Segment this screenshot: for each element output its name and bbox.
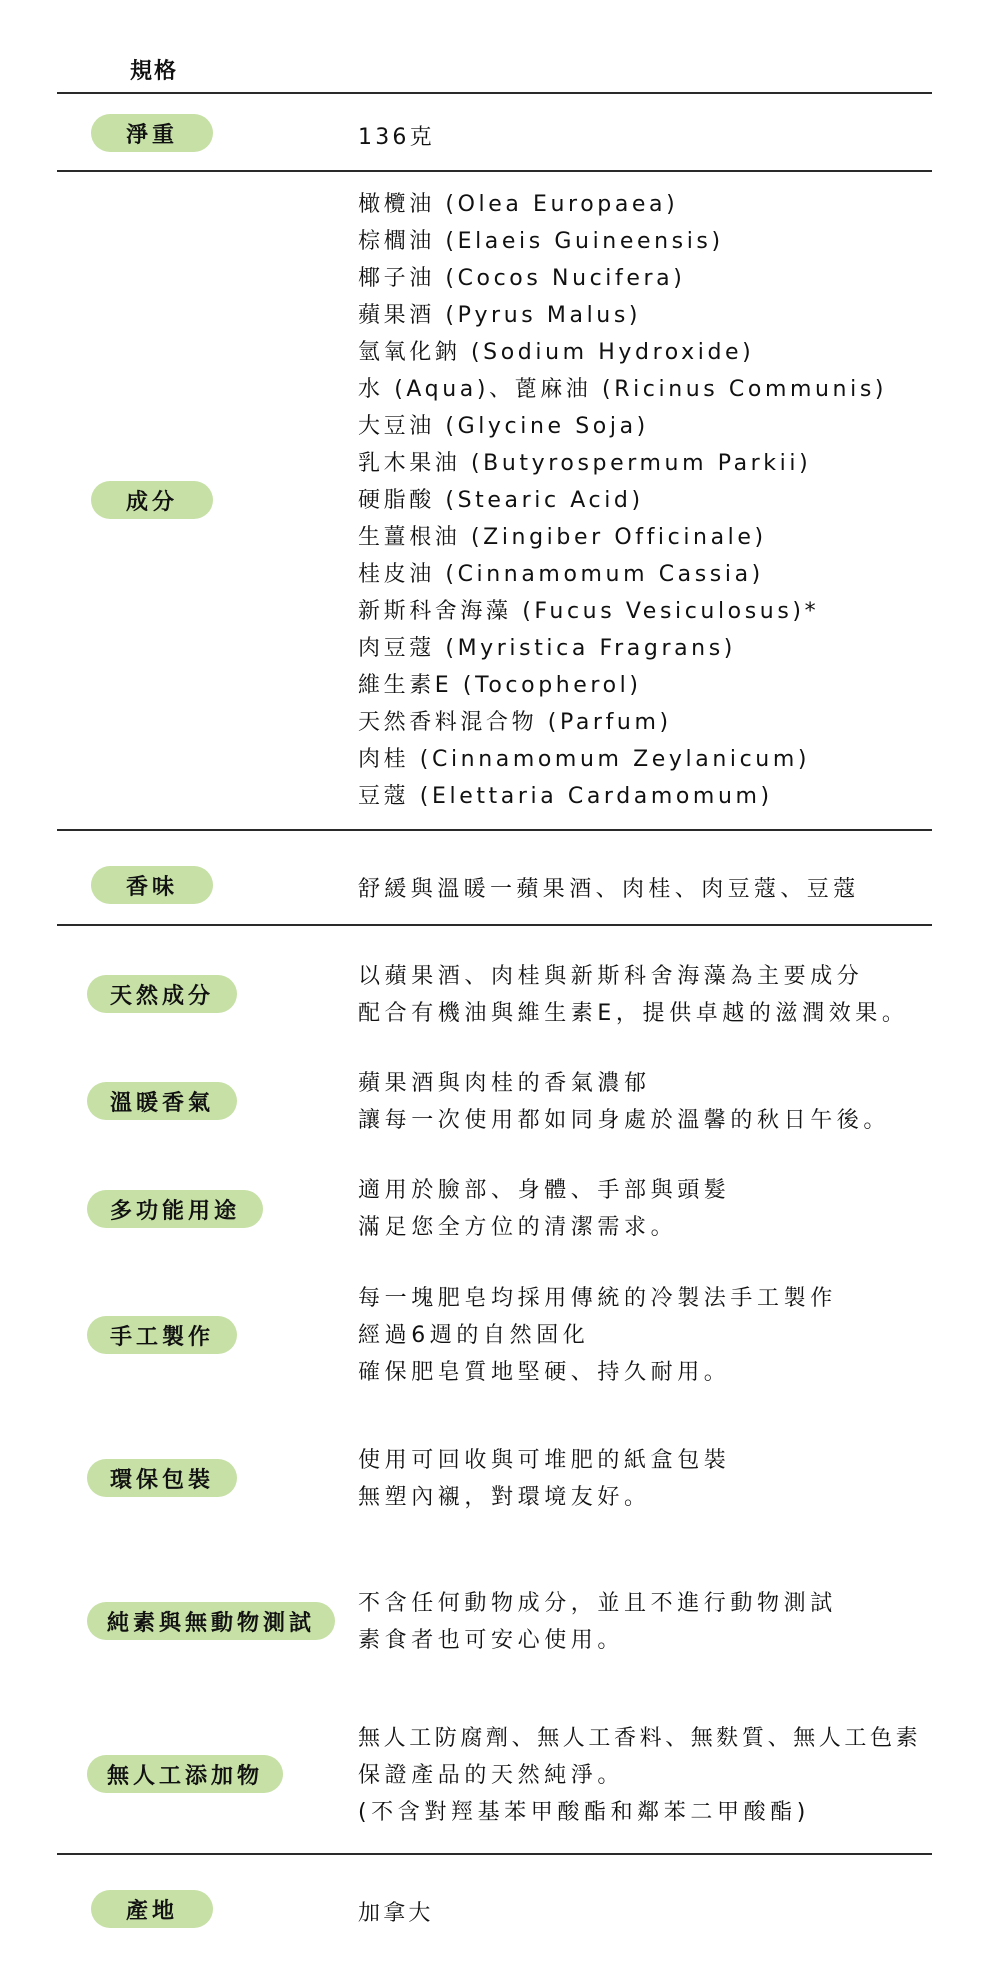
feature-line: 以蘋果酒、肉桂與新斯科舍海藻為主要成分 bbox=[358, 964, 864, 989]
feature-line: 蘋果酒與肉桂的香氣濃郁 bbox=[358, 1071, 651, 1096]
ingredient-item: 椰子油 (Cocos Nucifera) bbox=[358, 266, 686, 291]
feature-handmade-label: 手工製作 bbox=[87, 1316, 237, 1354]
divider bbox=[57, 924, 932, 926]
ingredient-item: 蘋果酒 (Pyrus Malus) bbox=[358, 303, 642, 328]
ingredient-item: 水 (Aqua)、蓖麻油 (Ricinus Communis) bbox=[358, 377, 888, 402]
feature-handmade-text bbox=[358, 1280, 837, 1391]
feature-eco-packaging-label: 環保包裝 bbox=[87, 1459, 237, 1497]
ingredient-item: 豆蔻 (Elettaria Cardamomum) bbox=[358, 784, 773, 809]
feature-warm-scent-label: 溫暖香氣 bbox=[87, 1082, 237, 1120]
spec-title: 規格 bbox=[130, 59, 179, 84]
ingredient-item: 肉桂 (Cinnamomum Zeylanicum) bbox=[358, 747, 811, 772]
feature-line: 不含任何動物成分，並且不進行動物測試 bbox=[358, 1591, 837, 1616]
ingredient-item: 橄欖油 (Olea Europaea) bbox=[358, 192, 679, 217]
feature-line: 每一塊肥皂均採用傳統的冷製法手工製作 bbox=[358, 1286, 837, 1311]
ingredient-item: 棕櫚油 (Elaeis Guineensis) bbox=[358, 229, 724, 254]
ingredient-item: 桂皮油 (Cinnamomum Cassia) bbox=[358, 562, 764, 587]
divider bbox=[57, 829, 932, 831]
scent-label: 香味 bbox=[91, 866, 213, 904]
ingredient-item: 硬脂酸 (Stearic Acid) bbox=[358, 488, 644, 513]
ingredient-item: 乳木果油 (Butyrospermum Parkii) bbox=[358, 451, 812, 476]
feature-multipurpose-label: 多功能用途 bbox=[87, 1190, 263, 1228]
feature-vegan-text bbox=[358, 1585, 837, 1659]
divider bbox=[57, 1853, 932, 1855]
ingredients-label: 成分 bbox=[91, 481, 213, 519]
feature-multipurpose-text bbox=[358, 1172, 730, 1246]
feature-line: (不含對羥基苯甲酸酯和鄰苯二甲酸酯) bbox=[358, 1800, 810, 1825]
feature-line: 無人工防腐劑、無人工香料、無麩質、無人工色素 bbox=[358, 1726, 922, 1751]
net-weight-label: 淨重 bbox=[91, 114, 213, 152]
ingredient-item: 天然香料混合物 (Parfum) bbox=[358, 710, 672, 735]
net-weight-value: 136克 bbox=[358, 125, 435, 150]
ingredient-item: 氫氧化鈉 (Sodium Hydroxide) bbox=[358, 340, 755, 365]
feature-eco-packaging-text bbox=[358, 1442, 730, 1516]
ingredient-item: 維生素E (Tocopherol) bbox=[358, 673, 642, 698]
scent-value: 舒緩與溫暖一蘋果酒、肉桂、肉豆蔻、豆蔻 bbox=[358, 877, 860, 902]
feature-line: 讓每一次使用都如同身處於溫馨的秋日午後。 bbox=[358, 1108, 891, 1133]
feature-line: 滿足您全方位的清潔需求。 bbox=[358, 1215, 678, 1240]
feature-line: 確保肥皂質地堅硬、持久耐用。 bbox=[358, 1360, 731, 1385]
feature-line: 配合有機油與維生素E，提供卓越的滋潤效果。 bbox=[358, 1001, 909, 1026]
feature-natural-label: 天然成分 bbox=[87, 975, 237, 1013]
feature-line: 無塑內襯，對環境友好。 bbox=[358, 1485, 651, 1510]
ingredient-item: 肉豆蔻 (Myristica Fragrans) bbox=[358, 636, 736, 661]
feature-line: 素食者也可安心使用。 bbox=[358, 1628, 625, 1653]
origin-label: 產地 bbox=[91, 1890, 213, 1928]
feature-no-additives-label: 無人工添加物 bbox=[87, 1755, 283, 1793]
feature-line: 適用於臉部、身體、手部與頭髮 bbox=[358, 1178, 731, 1203]
divider bbox=[57, 170, 932, 172]
feature-no-additives-text bbox=[358, 1720, 921, 1831]
feature-warm-scent-text bbox=[358, 1065, 890, 1139]
ingredient-item: 生薑根油 (Zingiber Officinale) bbox=[358, 525, 767, 550]
ingredients-list bbox=[358, 186, 887, 815]
feature-line: 經過6週的自然固化 bbox=[358, 1323, 590, 1348]
ingredient-item: 新斯科舍海藻 (Fucus Vesiculosus)* bbox=[358, 599, 820, 624]
origin-value: 加拿大 bbox=[358, 1901, 434, 1926]
divider bbox=[57, 92, 932, 94]
ingredient-item: 大豆油 (Glycine Soja) bbox=[358, 414, 649, 439]
feature-vegan-label: 純素與無動物測試 bbox=[87, 1602, 335, 1640]
feature-natural-text bbox=[358, 958, 909, 1032]
feature-line: 使用可回收與可堆肥的紙盒包裝 bbox=[358, 1448, 731, 1473]
feature-line: 保證產品的天然純淨。 bbox=[358, 1763, 625, 1788]
